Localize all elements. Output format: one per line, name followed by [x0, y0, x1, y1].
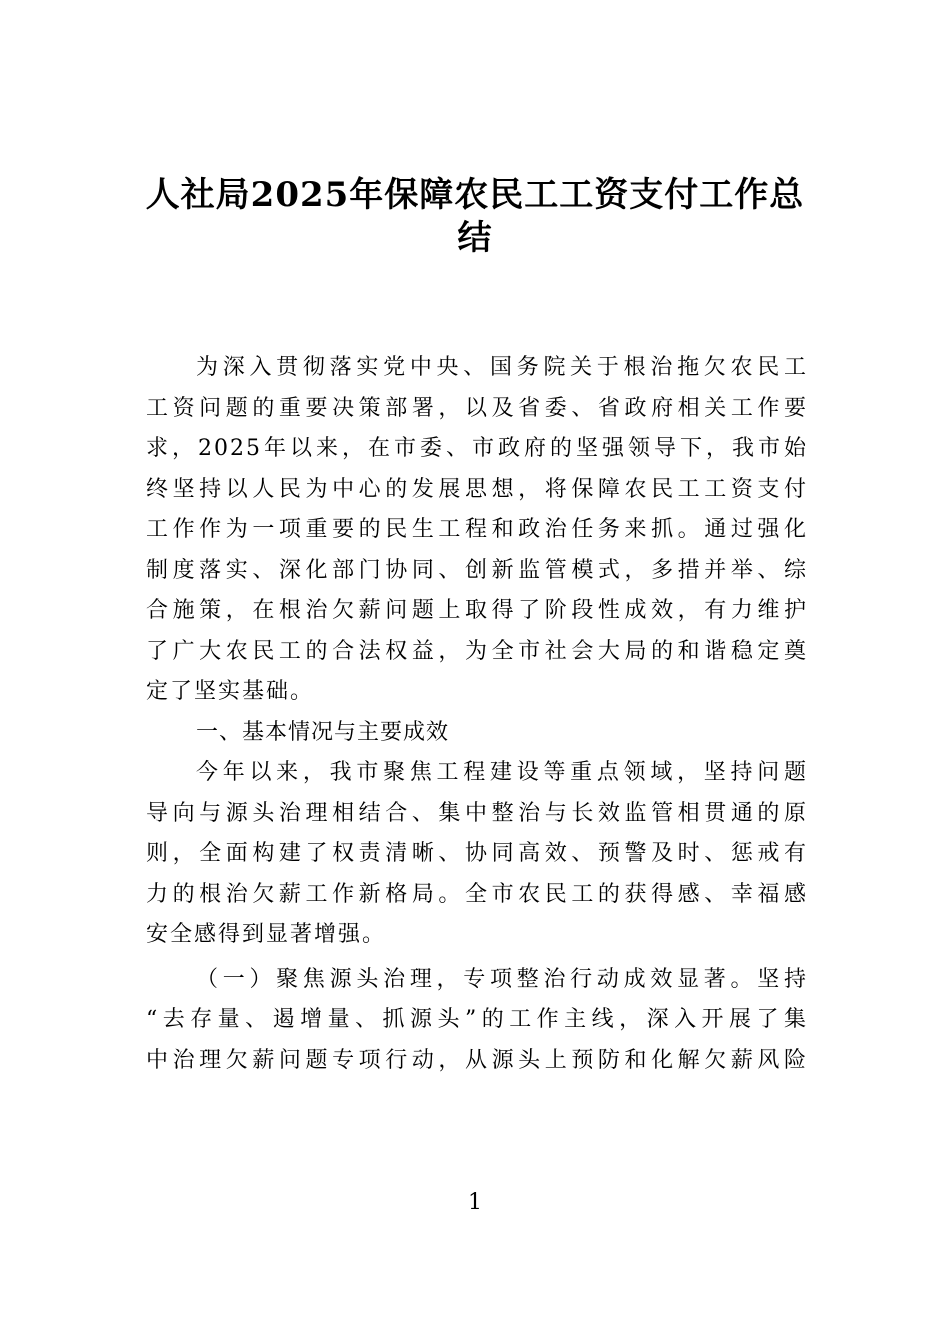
- document-title-line-1: 人社局2025年保障农民工工资支付工作总: [145, 175, 805, 215]
- paragraph-line: “去存量、遏增量、抓源头”的工作主线，深入开展了集: [146, 1007, 808, 1032]
- subsection-paragraph: [146, 960, 808, 1082]
- paragraph-line: 工作作为一项重要的民生工程和政治任务来抓。通过强化: [146, 517, 808, 542]
- paragraph-line: 今年以来，我市聚焦工程建设等重点领域，坚持问题: [196, 760, 808, 785]
- paragraph-line: 中治理欠薪问题专项行动，从源头上预防和化解欠薪风险: [146, 1047, 808, 1073]
- section-paragraph: [146, 753, 808, 956]
- paragraph-line: 为深入贯彻落实党中央、国务院关于根治拖欠农民工: [196, 355, 808, 380]
- intro-paragraph: [146, 348, 808, 713]
- paragraph-line: 终坚持以人民为中心的发展思想，将保障农民工工资支付: [146, 476, 808, 502]
- paragraph-line: 力的根治欠薪工作新格局。全市农民工的获得感、幸福感: [146, 881, 808, 907]
- paragraph-line: 求，2025年以来，在市委、市政府的坚强领导下，我市始: [146, 436, 808, 461]
- paragraph-line: 了广大农民工的合法权益，为全市社会大局的和谐稳定奠: [146, 638, 808, 664]
- paragraph-line: 制度落实、深化部门协同、创新监管模式，多措并举、综: [146, 557, 808, 583]
- paragraph-line: 定了坚实基础。: [146, 679, 315, 704]
- paragraph-line: 则，全面构建了权责清晰、协同高效、预警及时、惩戒有: [146, 841, 808, 866]
- paragraph-line: 合施策，在根治欠薪问题上取得了阶段性成效，有力维护: [146, 598, 808, 623]
- document-title-line-2: 结: [457, 218, 493, 258]
- paragraph-line: 工资问题的重要决策部署，以及省委、省政府相关工作要: [146, 395, 808, 421]
- paragraph-line: 安全感得到显著增强。: [146, 922, 387, 947]
- paragraph-line: （一）聚焦源头治理，专项整治行动成效显著。坚持: [196, 966, 808, 992]
- section-heading: 一、基本情况与主要成效: [196, 719, 450, 745]
- document-body: [146, 348, 808, 1081]
- paragraph-line: 导向与源头治理相结合、集中整治与长效监管相贯通的原: [146, 800, 808, 826]
- page-number: 1: [468, 1190, 482, 1215]
